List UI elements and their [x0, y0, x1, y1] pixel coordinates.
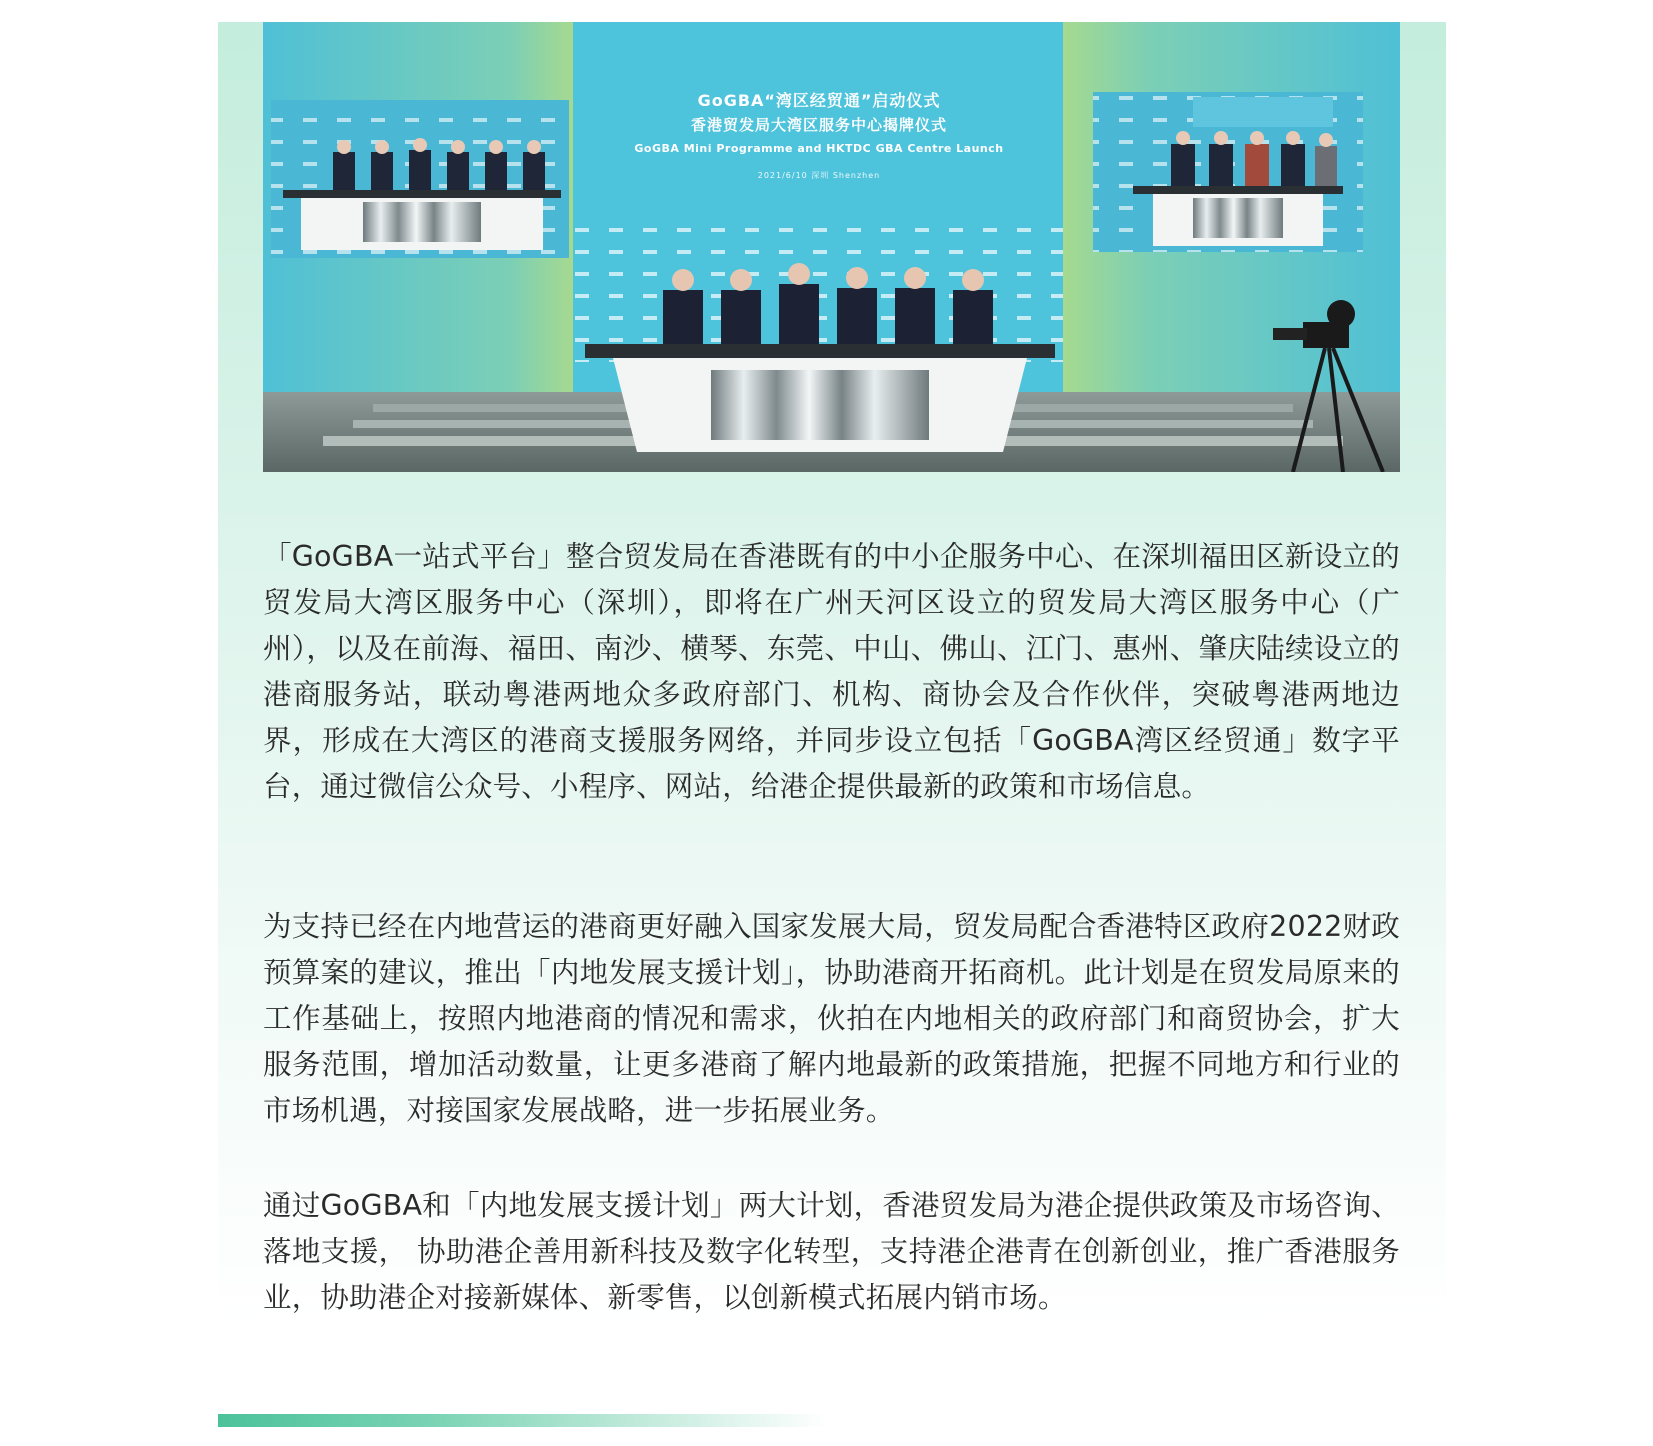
- backdrop-title-line1: GoGBA“湾区经贸通”启动仪式: [697, 91, 941, 110]
- backdrop-title-line3: GoGBA Mini Programme and HKTDC GBA Centre Launch: [634, 142, 1004, 155]
- accent-bar: [218, 1414, 828, 1427]
- paragraph-gogba-platform: 「GoGBA一站式平台」整合贸发局在香港既有的中小企服务中心、在深圳福田区新设立的贸发局大湾区服务中心（深圳），即将在广州天河区设立的贸发局大湾区服务中心（广州），以及在前海、福田、南沙、横琴、东莞、中山、佛山、江门、惠州、肇庆陆续设立的港商服务站，联动粤港两地众多政府部门、机构、商协会及合作伙伴，突破粤港两地边界，形成在大湾区的港商支援服务网络，并同步设立包括「GoGBA湾区经贸通」数字平台，通过微信公众号、小程序、网站，给港企提供最新的政策和市场信息。: [263, 540, 1400, 803]
- backdrop-date: 2021/6/10 深圳 Shenzhen: [757, 171, 881, 180]
- backdrop-title-line2: 香港贸发局大湾区服务中心揭牌仪式: [690, 116, 947, 134]
- backdrop-caption: [575, 22, 1063, 222]
- ceremony-photo: [263, 22, 1400, 472]
- paragraph-mainland-support-plan: 为支持已经在内地营运的港商更好融入国家发展大局，贸发局配合香港特区政府2022财政预算案的建议，推出「内地发展支援计划」，协助港商开拓商机。此计划是在贸发局原来的工作基础上，按照内地港商的情况和需求，伙拍在内地相关的政府部门和商贸协会，扩大服务范围，增加活动数量，让更多港商了解内地最新的政策措施，把握不同地方和行业的市场机遇，对接国家发展战略，进一步拓展业务。: [263, 910, 1400, 1127]
- paragraph-two-programmes: 通过GoGBA和「内地发展支援计划」两大计划，香港贸发局为港企提供政策及市场咨询、落地支援， 协助港企善用新科技及数字化转型，支持港企港青在创新创业，推广香港服务业，协助港企对接新媒体、新零售，以创新模式拓展内销市场。: [263, 1189, 1400, 1314]
